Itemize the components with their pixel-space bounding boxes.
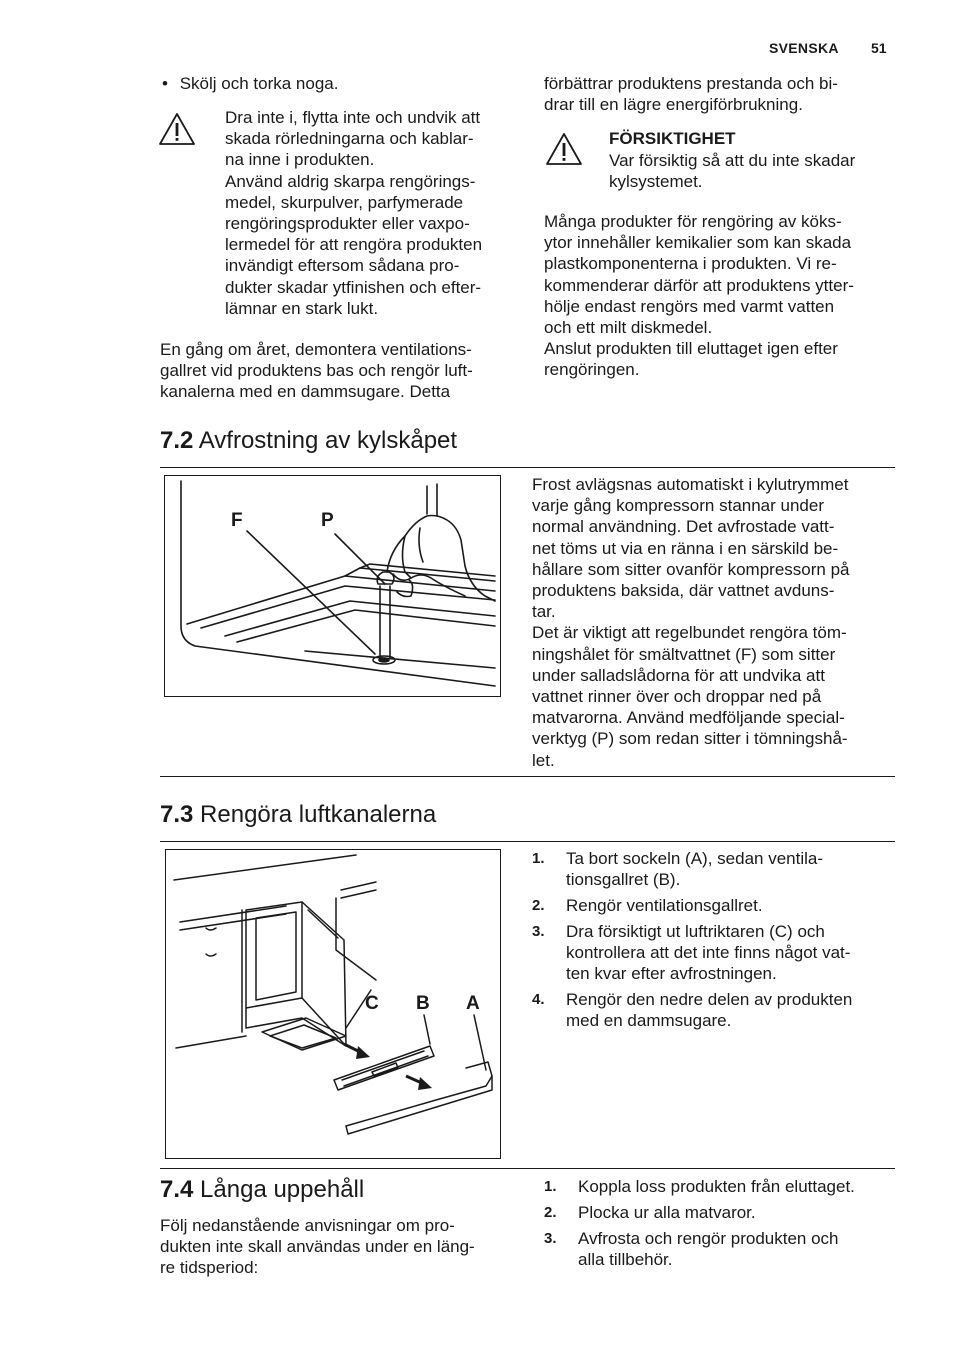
section-number: 7.3 xyxy=(160,801,194,828)
paragraph-line: let. xyxy=(532,750,555,770)
paragraph-line: rengöringen. xyxy=(544,360,640,380)
bullet-item xyxy=(162,73,338,94)
list-text xyxy=(578,1202,855,1223)
defrost-illustration xyxy=(165,476,500,696)
section-title: Rengöra luftkanalerna xyxy=(200,801,437,828)
paragraph-line: verktyg (P) som redan sitter i tömningshå- xyxy=(532,729,848,749)
warning-line: invändigt eftersom sådana pro- xyxy=(225,256,460,276)
list-number: 3. xyxy=(544,1229,557,1247)
defrost-figure xyxy=(164,475,501,697)
paragraph-line: varje gång kompressorn stannar under xyxy=(532,496,824,516)
warning-line: dukter skadar ytfinishen och efter- xyxy=(225,277,482,297)
exterior-cleaning-paragraph xyxy=(544,211,854,381)
caution-title: FÖRSIKTIGHET xyxy=(609,129,736,148)
list-line: Plocka ur alla matvaror. xyxy=(578,1202,756,1222)
list-number: 2. xyxy=(544,1203,557,1221)
paragraph-line: Frost avlägsnas automatiskt i kylutrymmet xyxy=(532,475,849,494)
header-language: SVENSKA xyxy=(769,40,839,56)
list-number: 4. xyxy=(532,991,545,1008)
air-duct-steps xyxy=(532,848,852,1036)
paragraph-line: vattnet rinner över och droppar ned på xyxy=(532,687,822,707)
paragraph-line: förbättrar produktens prestanda och bi- xyxy=(544,74,838,93)
paragraph-line: Anslut produkten till eluttaget igen efter xyxy=(544,339,838,359)
list-text xyxy=(578,1176,855,1197)
paragraph-line: re tidsperiod: xyxy=(160,1258,259,1278)
warning-text xyxy=(225,107,482,319)
section-number: 7.2 xyxy=(160,427,194,454)
list-item xyxy=(544,1202,855,1223)
cleaning-paragraph xyxy=(160,339,473,403)
list-text xyxy=(578,1228,855,1270)
section-rule-top xyxy=(160,841,895,842)
paragraph-line: hållare som sitter ovanför kompressorn på xyxy=(532,559,850,579)
bullet-text: Skölj och torka noga. xyxy=(179,74,339,93)
list-line: Rengör den nedre delen av produkten xyxy=(566,990,853,1009)
paragraph-line: ytor innehåller kemikalier som kan skada xyxy=(544,233,852,253)
caution-text xyxy=(609,150,855,192)
air-duct-figure xyxy=(165,849,501,1159)
label-c: C xyxy=(365,993,379,1014)
caution-icon xyxy=(545,132,583,166)
list-item xyxy=(532,848,852,890)
warning-line: rengöringsprodukter eller vaxpo- xyxy=(225,214,470,234)
warning-line: lämnar en stark lukt. xyxy=(225,298,379,318)
warning-line: medel, skurpulver, parfymerade xyxy=(225,192,464,212)
section-rule-top xyxy=(160,1168,895,1169)
paragraph-line: hölje endast rengörs med varmt vatten xyxy=(544,296,835,316)
paragraph-line: drar till en lägre energiförbrukning. xyxy=(544,95,803,115)
continued-paragraph xyxy=(544,73,838,115)
list-number: 1. xyxy=(532,850,545,867)
section-number: 7.4 xyxy=(160,1176,194,1203)
page-number: 51 xyxy=(871,40,887,56)
bullet-mark: • xyxy=(162,74,168,93)
paragraph-line: kommenderar därför att produktens ytter- xyxy=(544,275,854,295)
paragraph-line: Många produkter för rengöring av köks- xyxy=(544,212,842,231)
long-pause-steps xyxy=(544,1176,855,1275)
paragraph-line: produktens baksida, där vattnet avduns- xyxy=(532,581,835,601)
section-heading-7-2 xyxy=(160,427,457,455)
long-pause-intro xyxy=(160,1215,475,1279)
paragraph-line: och ett milt diskmedel. xyxy=(544,318,713,338)
warning-line: na inne i produkten. xyxy=(225,150,375,170)
list-line: kontrollera att det inte finns något vat- xyxy=(566,943,851,962)
section-title: Långa uppehåll xyxy=(200,1176,365,1203)
list-line: Dra försiktigt ut luftriktaren (C) och xyxy=(566,921,825,941)
list-item xyxy=(532,921,852,985)
warning-line: lermedel för att rengöra produkten xyxy=(225,235,483,255)
section-title: Avfrostning av kylskåpet xyxy=(198,427,458,454)
paragraph-line: normal användning. Det avfrostade vatt- xyxy=(532,517,835,537)
paragraph-line: dukten inte skall användas under en läng- xyxy=(160,1237,475,1257)
section-rule-top xyxy=(160,467,895,468)
air-duct-illustration xyxy=(166,850,500,1158)
paragraph-line: tar. xyxy=(532,602,556,622)
warning-line: Dra inte i, flytta inte och undvik att xyxy=(225,108,481,127)
section-rule-bottom xyxy=(160,776,895,777)
paragraph-line: net töms ut via en ränna i en särskild be- xyxy=(532,538,839,558)
paragraph-line: En gång om året, demontera ventilations- xyxy=(160,340,472,359)
list-text xyxy=(566,848,852,890)
list-item xyxy=(544,1228,855,1270)
list-line: tionsgallret (B). xyxy=(566,870,681,890)
paragraph-line: kanalerna med en dammsugare. Detta xyxy=(160,382,451,402)
list-line: Rengör ventilationsgallret. xyxy=(566,896,763,915)
list-line: med en dammsugare. xyxy=(566,1011,732,1031)
label-b: B xyxy=(416,993,430,1014)
list-text xyxy=(566,921,852,985)
paragraph-line: under salladslådorna för att undvika att xyxy=(532,665,825,685)
caution-line: Var försiktig så att du inte skadar xyxy=(609,151,856,170)
paragraph-line: Följ nedanstående anvisningar om pro- xyxy=(160,1216,455,1235)
caution-line: kylsystemet. xyxy=(609,172,703,192)
warning-line: skada rörledningarna och kablar- xyxy=(225,129,474,149)
paragraph-line: ningshålet för smältvattnet (F) som sitter xyxy=(532,644,836,664)
label-a: A xyxy=(466,993,480,1014)
list-text xyxy=(566,895,852,916)
label-f: F xyxy=(231,510,243,531)
list-number: 3. xyxy=(532,922,545,940)
list-line: Koppla loss produkten från eluttaget. xyxy=(578,1177,855,1196)
section-heading-7-3 xyxy=(160,801,436,829)
defrost-text xyxy=(532,474,849,771)
paragraph-line: matvarorna. Använd medföljande special- xyxy=(532,708,845,728)
paragraph-line: Det är viktigt att regelbundet rengöra töm- xyxy=(532,623,847,643)
list-line: alla tillbehör. xyxy=(578,1249,673,1269)
list-line: ten kvar efter avfrostningen. xyxy=(566,964,777,984)
warning-line: Använd aldrig skarpa rengörings- xyxy=(225,171,476,191)
paragraph-line: gallret vid produktens bas och rengör luft- xyxy=(160,361,473,381)
list-number: 1. xyxy=(544,1178,557,1195)
warning-icon xyxy=(158,112,196,146)
list-number: 2. xyxy=(532,897,545,914)
list-line: Avfrosta och rengör produkten och xyxy=(578,1228,839,1248)
label-p: P xyxy=(321,510,334,531)
paragraph-line: plastkomponenterna i produkten. Vi re- xyxy=(544,254,837,274)
list-item xyxy=(532,895,852,916)
list-item xyxy=(544,1176,855,1197)
list-line: Ta bort sockeln (A), sedan ventila- xyxy=(566,849,824,868)
section-heading-7-4 xyxy=(160,1176,364,1204)
list-text xyxy=(566,989,852,1031)
list-item xyxy=(532,989,852,1031)
